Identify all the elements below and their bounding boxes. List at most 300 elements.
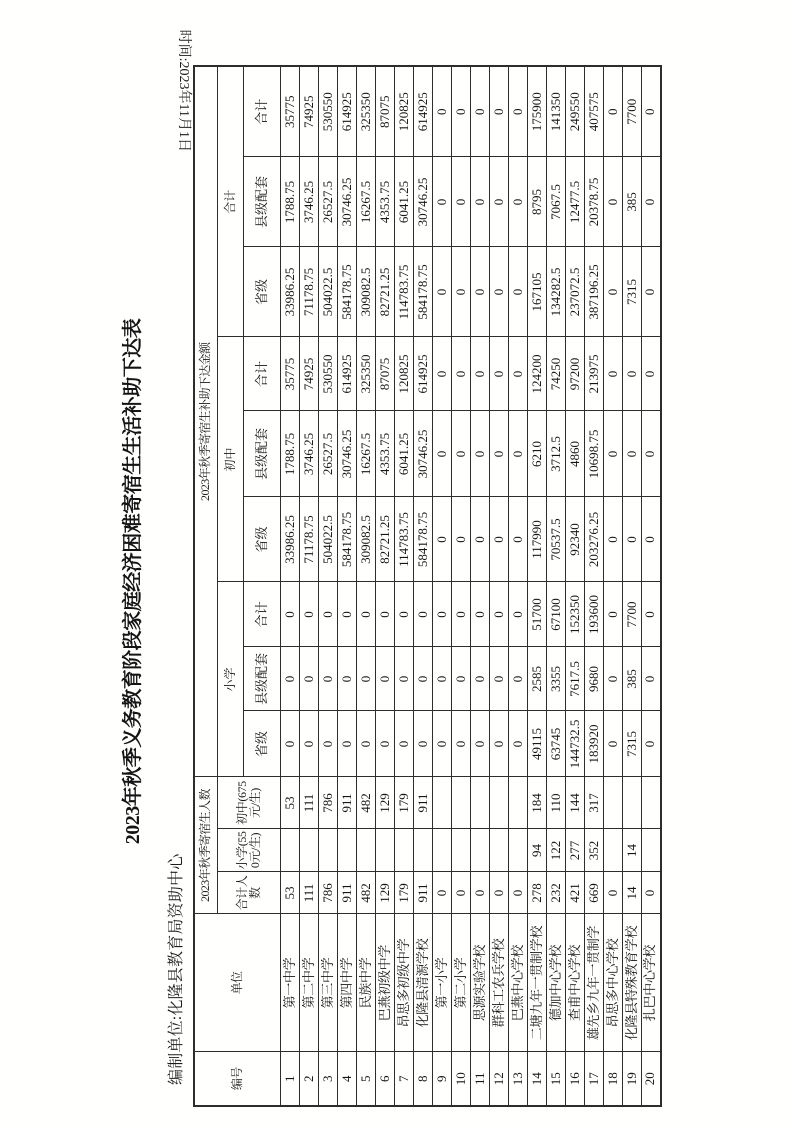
- value-cell: 114783.75: [395, 247, 414, 337]
- value-cell: 504022.5: [319, 497, 338, 582]
- value-cell: 0: [452, 647, 471, 711]
- value-cell: 385: [623, 157, 642, 247]
- value-cell: 203276.25: [585, 497, 604, 582]
- value-cell: [604, 829, 623, 872]
- value-cell: 614925: [414, 337, 433, 411]
- value-cell: 7315: [623, 247, 642, 337]
- value-cell: 0: [471, 337, 490, 411]
- value-cell: 7700: [623, 582, 642, 647]
- value-cell: 0: [642, 872, 661, 914]
- value-cell: 786: [319, 777, 338, 829]
- header-students-total: 合计人数: [218, 872, 281, 914]
- value-cell: 193600: [585, 582, 604, 647]
- value-cell: 3355: [547, 647, 566, 711]
- value-cell: 179: [395, 872, 414, 914]
- row-number-cell: 3: [319, 1052, 338, 1106]
- header-students-primary: 小学(550元/生): [218, 829, 281, 872]
- value-cell: 385: [623, 647, 642, 711]
- value-cell: 0: [376, 647, 395, 711]
- value-cell: 2585: [528, 647, 547, 711]
- value-cell: 0: [338, 711, 357, 777]
- value-cell: 97200: [566, 337, 585, 411]
- value-cell: 0: [490, 872, 509, 914]
- value-cell: 309082.5: [357, 247, 376, 337]
- header-amount-group: 2023年秋季寄宿生补助下达金额: [194, 66, 218, 777]
- value-cell: 134282.5: [547, 247, 566, 337]
- value-cell: 325350: [357, 66, 376, 157]
- value-cell: 0: [338, 582, 357, 647]
- value-cell: 30746.25: [414, 157, 433, 247]
- value-cell: 14: [623, 829, 642, 872]
- value-cell: 0: [642, 497, 661, 582]
- table-row: [490, 66, 509, 1106]
- table-row: [395, 66, 414, 1106]
- value-cell: 82721.25: [376, 497, 395, 582]
- header-amount-middle: 初中: [218, 337, 244, 582]
- header-provincial: 省级: [244, 247, 281, 337]
- value-cell: 0: [433, 157, 452, 247]
- value-cell: 0: [414, 711, 433, 777]
- school-name-cell: 化隆县特殊教育学校: [623, 914, 642, 1052]
- header-provincial: 省级: [244, 711, 281, 777]
- value-cell: 33986.25: [281, 497, 300, 582]
- document-title: 2023年秋季义务教育阶段家庭经济困难寄宿生生活补助下达表: [122, 318, 144, 845]
- value-cell: [471, 777, 490, 829]
- value-cell: 94: [528, 829, 547, 872]
- header-amount-primary: 小学: [218, 582, 244, 777]
- value-cell: 7617.5: [566, 647, 585, 711]
- value-cell: 0: [490, 711, 509, 777]
- value-cell: 0: [300, 711, 319, 777]
- school-name-cell: 巴燕初级中学: [376, 914, 395, 1052]
- school-name-cell: 化隆县清源学校: [414, 914, 433, 1052]
- value-cell: 0: [395, 711, 414, 777]
- subsidy-table: [193, 65, 662, 1107]
- value-cell: 0: [642, 647, 661, 711]
- table-row: [509, 66, 528, 1106]
- table-row: [357, 66, 376, 1106]
- value-cell: 0: [452, 711, 471, 777]
- value-cell: 0: [357, 647, 376, 711]
- value-cell: 0: [490, 247, 509, 337]
- value-cell: 70537.5: [547, 497, 566, 582]
- value-cell: 6210: [528, 411, 547, 497]
- table-row: [300, 66, 319, 1106]
- value-cell: 0: [471, 157, 490, 247]
- value-cell: 0: [433, 711, 452, 777]
- header-county-match: 县级配套: [244, 411, 281, 497]
- value-cell: 387196.25: [585, 247, 604, 337]
- header-students-middle: 初中(675元/生): [218, 777, 281, 829]
- value-cell: 0: [452, 337, 471, 411]
- value-cell: 0: [642, 711, 661, 777]
- value-cell: 35775: [281, 66, 300, 157]
- header-amount-total: 合计: [218, 66, 244, 337]
- value-cell: 0: [452, 157, 471, 247]
- value-cell: 0: [509, 411, 528, 497]
- school-name-cell: 第一中学: [281, 914, 300, 1052]
- value-cell: 0: [490, 66, 509, 157]
- value-cell: 124200: [528, 337, 547, 411]
- value-cell: 0: [452, 66, 471, 157]
- value-cell: 0: [642, 411, 661, 497]
- table-row: [471, 66, 490, 1106]
- school-name-cell: 群科工农兵学校: [490, 914, 509, 1052]
- prepared-by-label: 编制单位:化隆县教育局资助中心: [168, 853, 185, 1085]
- value-cell: 614925: [414, 66, 433, 157]
- table-row: [452, 66, 471, 1106]
- table-row: [414, 66, 433, 1106]
- value-cell: 53: [281, 777, 300, 829]
- value-cell: 0: [319, 582, 338, 647]
- value-cell: [357, 829, 376, 872]
- value-cell: 0: [642, 582, 661, 647]
- value-cell: 669: [585, 872, 604, 914]
- row-number-cell: 9: [433, 1052, 452, 1106]
- value-cell: 35775: [281, 337, 300, 411]
- school-name-cell: 第一小学: [433, 914, 452, 1052]
- value-cell: 87075: [376, 66, 395, 157]
- value-cell: 0: [604, 247, 623, 337]
- row-number-cell: 12: [490, 1052, 509, 1106]
- value-cell: 0: [433, 872, 452, 914]
- value-cell: 67100: [547, 582, 566, 647]
- value-cell: 0: [471, 582, 490, 647]
- value-cell: 0: [604, 157, 623, 247]
- school-name-cell: 思源实验学校: [471, 914, 490, 1052]
- row-number-cell: 4: [338, 1052, 357, 1106]
- value-cell: 0: [281, 582, 300, 647]
- value-cell: 407575: [585, 66, 604, 157]
- value-cell: 0: [452, 872, 471, 914]
- value-cell: [642, 777, 661, 829]
- value-cell: [509, 829, 528, 872]
- school-name-cell: 昂思多初级中学: [395, 914, 414, 1052]
- value-cell: 0: [357, 582, 376, 647]
- value-cell: 277: [566, 829, 585, 872]
- value-cell: 4353.75: [376, 157, 395, 247]
- value-cell: 482: [357, 777, 376, 829]
- row-number-cell: 16: [566, 1052, 585, 1106]
- row-number-cell: 8: [414, 1052, 433, 1106]
- value-cell: 167105: [528, 247, 547, 337]
- value-cell: 16267.5: [357, 157, 376, 247]
- date-label: 时间:2023年11月1日: [176, 30, 191, 153]
- value-cell: [281, 829, 300, 872]
- value-cell: 111: [300, 777, 319, 829]
- value-cell: 0: [471, 647, 490, 711]
- value-cell: 0: [433, 647, 452, 711]
- school-name-cell: 二塘九年一贯制学校: [528, 914, 547, 1052]
- value-cell: 0: [395, 582, 414, 647]
- value-cell: 278: [528, 872, 547, 914]
- value-cell: 0: [490, 157, 509, 247]
- table-row: [281, 66, 300, 1106]
- value-cell: 92340: [566, 497, 585, 582]
- value-cell: 504022.5: [319, 247, 338, 337]
- value-cell: 0: [490, 497, 509, 582]
- value-cell: 12477.5: [566, 157, 585, 247]
- value-cell: 232: [547, 872, 566, 914]
- value-cell: 911: [338, 777, 357, 829]
- value-cell: 911: [338, 872, 357, 914]
- value-cell: 114783.75: [395, 497, 414, 582]
- value-cell: 0: [509, 647, 528, 711]
- value-cell: 74250: [547, 337, 566, 411]
- value-cell: 0: [414, 647, 433, 711]
- value-cell: 110: [547, 777, 566, 829]
- table-row: [623, 66, 642, 1106]
- value-cell: 0: [490, 411, 509, 497]
- value-cell: 0: [509, 247, 528, 337]
- value-cell: 0: [414, 582, 433, 647]
- value-cell: [471, 829, 490, 872]
- value-cell: 0: [604, 66, 623, 157]
- value-cell: 175900: [528, 66, 547, 157]
- value-cell: 0: [509, 872, 528, 914]
- table-row: [528, 66, 547, 1106]
- value-cell: 584178.75: [414, 247, 433, 337]
- value-cell: 0: [300, 582, 319, 647]
- school-name-cell: 巴燕中心学校: [509, 914, 528, 1052]
- value-cell: 30746.25: [338, 411, 357, 497]
- row-number-cell: 13: [509, 1052, 528, 1106]
- table-row: [604, 66, 623, 1106]
- row-number-cell: 20: [642, 1052, 661, 1106]
- value-cell: 179: [395, 777, 414, 829]
- header-provincial: 省级: [244, 497, 281, 582]
- header-subtotal: 合计: [244, 66, 281, 157]
- value-cell: 0: [300, 647, 319, 711]
- value-cell: 0: [452, 247, 471, 337]
- table-row: [376, 66, 395, 1106]
- value-cell: 614925: [338, 66, 357, 157]
- value-cell: 0: [490, 582, 509, 647]
- value-cell: 1788.75: [281, 157, 300, 247]
- value-cell: 0: [433, 411, 452, 497]
- value-cell: [319, 829, 338, 872]
- value-cell: 53: [281, 872, 300, 914]
- value-cell: 3712.5: [547, 411, 566, 497]
- value-cell: [338, 829, 357, 872]
- row-number-cell: 1: [281, 1052, 300, 1106]
- value-cell: 530550: [319, 337, 338, 411]
- value-cell: 82721.25: [376, 247, 395, 337]
- value-cell: 26527.5: [319, 411, 338, 497]
- value-cell: 30746.25: [338, 157, 357, 247]
- value-cell: 0: [471, 247, 490, 337]
- school-name-cell: 第三中学: [319, 914, 338, 1052]
- value-cell: 184: [528, 777, 547, 829]
- school-name-cell: 昂思多中心学校: [604, 914, 623, 1052]
- table-body: [281, 66, 661, 1106]
- value-cell: [414, 829, 433, 872]
- value-cell: 0: [376, 582, 395, 647]
- value-cell: 0: [319, 711, 338, 777]
- value-cell: 120825: [395, 66, 414, 157]
- value-cell: 3746.25: [300, 157, 319, 247]
- value-cell: 0: [509, 711, 528, 777]
- value-cell: 0: [604, 411, 623, 497]
- value-cell: 0: [452, 411, 471, 497]
- row-number-cell: 18: [604, 1052, 623, 1106]
- value-cell: 4860: [566, 411, 585, 497]
- table-row: [566, 66, 585, 1106]
- row-number-cell: 2: [300, 1052, 319, 1106]
- value-cell: 0: [509, 497, 528, 582]
- value-cell: 482: [357, 872, 376, 914]
- row-number-cell: 6: [376, 1052, 395, 1106]
- value-cell: 0: [471, 711, 490, 777]
- value-cell: 7067.5: [547, 157, 566, 247]
- row-number-cell: 5: [357, 1052, 376, 1106]
- value-cell: 122: [547, 829, 566, 872]
- value-cell: 0: [642, 66, 661, 157]
- table-row: [547, 66, 566, 1106]
- value-cell: 6041.25: [395, 157, 414, 247]
- value-cell: [490, 829, 509, 872]
- table-row: [585, 66, 604, 1106]
- value-cell: 0: [604, 582, 623, 647]
- value-cell: [300, 829, 319, 872]
- header-county-match: 县级配套: [244, 157, 281, 247]
- value-cell: 237072.5: [566, 247, 585, 337]
- value-cell: [642, 829, 661, 872]
- value-cell: 786: [319, 872, 338, 914]
- value-cell: 0: [433, 247, 452, 337]
- value-cell: 0: [604, 337, 623, 411]
- table-row: [338, 66, 357, 1106]
- value-cell: 14: [623, 872, 642, 914]
- value-cell: 10698.75: [585, 411, 604, 497]
- value-cell: 0: [623, 497, 642, 582]
- value-cell: 0: [604, 872, 623, 914]
- value-cell: 0: [357, 711, 376, 777]
- value-cell: 0: [395, 647, 414, 711]
- value-cell: 325350: [357, 337, 376, 411]
- value-cell: 0: [623, 411, 642, 497]
- value-cell: 117990: [528, 497, 547, 582]
- value-cell: 144: [566, 777, 585, 829]
- value-cell: 30746.25: [414, 411, 433, 497]
- value-cell: 87075: [376, 337, 395, 411]
- value-cell: 213975: [585, 337, 604, 411]
- value-cell: [433, 777, 452, 829]
- value-cell: 614925: [338, 337, 357, 411]
- value-cell: 74925: [300, 337, 319, 411]
- value-cell: 183920: [585, 711, 604, 777]
- value-cell: 0: [433, 66, 452, 157]
- row-number-cell: 14: [528, 1052, 547, 1106]
- school-name-cell: 第二中学: [300, 914, 319, 1052]
- header-subtotal: 合计: [244, 337, 281, 411]
- value-cell: 0: [433, 497, 452, 582]
- value-cell: 0: [642, 247, 661, 337]
- school-name-cell: 查甫中心学校: [566, 914, 585, 1052]
- value-cell: 0: [604, 711, 623, 777]
- value-cell: 129: [376, 777, 395, 829]
- value-cell: 7315: [623, 711, 642, 777]
- value-cell: [623, 777, 642, 829]
- value-cell: 0: [471, 66, 490, 157]
- value-cell: [509, 777, 528, 829]
- value-cell: 51700: [528, 582, 547, 647]
- value-cell: 0: [471, 872, 490, 914]
- table-row: [642, 66, 661, 1106]
- value-cell: 0: [452, 497, 471, 582]
- value-cell: 111: [300, 872, 319, 914]
- value-cell: [452, 777, 471, 829]
- value-cell: [452, 829, 471, 872]
- school-name-cell: 扎巴中心学校: [642, 914, 661, 1052]
- row-number-cell: 11: [471, 1052, 490, 1106]
- value-cell: 309082.5: [357, 497, 376, 582]
- value-cell: 71178.75: [300, 497, 319, 582]
- value-cell: 0: [509, 157, 528, 247]
- header-subtotal: 合计: [244, 582, 281, 647]
- value-cell: 0: [471, 497, 490, 582]
- value-cell: 0: [281, 711, 300, 777]
- value-cell: 584178.75: [414, 497, 433, 582]
- value-cell: 0: [604, 497, 623, 582]
- table-row: [433, 66, 452, 1106]
- value-cell: 584178.75: [338, 247, 357, 337]
- row-number-cell: 15: [547, 1052, 566, 1106]
- header-students-group: 2023年秋季寄宿生人数: [194, 777, 218, 914]
- value-cell: 0: [509, 337, 528, 411]
- school-name-cell: 德加中心学校: [547, 914, 566, 1052]
- value-cell: 0: [281, 647, 300, 711]
- value-cell: 352: [585, 829, 604, 872]
- value-cell: 141350: [547, 66, 566, 157]
- value-cell: 911: [414, 872, 433, 914]
- value-cell: 0: [433, 582, 452, 647]
- value-cell: 26527.5: [319, 157, 338, 247]
- header-unit: 单位: [194, 914, 281, 1052]
- value-cell: 584178.75: [338, 497, 357, 582]
- value-cell: 33986.25: [281, 247, 300, 337]
- value-cell: 152350: [566, 582, 585, 647]
- value-cell: 0: [376, 711, 395, 777]
- value-cell: 421: [566, 872, 585, 914]
- row-number-cell: 19: [623, 1052, 642, 1106]
- value-cell: 49115: [528, 711, 547, 777]
- value-cell: 0: [642, 337, 661, 411]
- value-cell: [433, 829, 452, 872]
- value-cell: 120825: [395, 337, 414, 411]
- value-cell: 317: [585, 777, 604, 829]
- value-cell: [604, 777, 623, 829]
- value-cell: 0: [642, 157, 661, 247]
- value-cell: 4353.75: [376, 411, 395, 497]
- value-cell: [376, 829, 395, 872]
- value-cell: 144732.5: [566, 711, 585, 777]
- school-name-cell: 雄先乡九年一贯制学: [585, 914, 604, 1052]
- value-cell: 0: [509, 582, 528, 647]
- row-number-cell: 7: [395, 1052, 414, 1106]
- value-cell: 129: [376, 872, 395, 914]
- value-cell: 249550: [566, 66, 585, 157]
- value-cell: [490, 777, 509, 829]
- value-cell: 0: [319, 647, 338, 711]
- value-cell: 9680: [585, 647, 604, 711]
- value-cell: 71178.75: [300, 247, 319, 337]
- value-cell: 0: [452, 582, 471, 647]
- value-cell: 0: [471, 411, 490, 497]
- value-cell: 63745: [547, 711, 566, 777]
- value-cell: 8795: [528, 157, 547, 247]
- header-county-match: 县级配套: [244, 647, 281, 711]
